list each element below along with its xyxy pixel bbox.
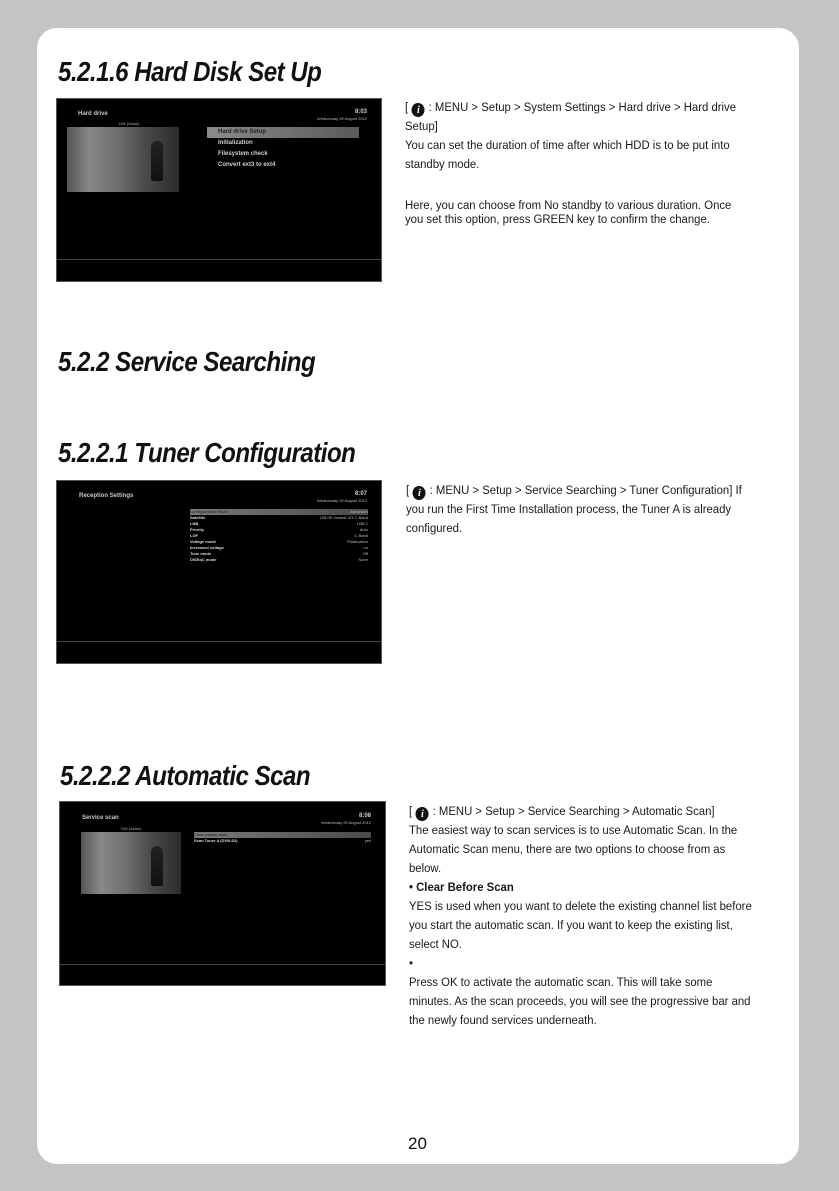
- info-icon: i: [416, 807, 429, 821]
- tv-preview-figure: [151, 141, 163, 181]
- page-number: 20: [408, 1134, 427, 1153]
- osd-channel-name: DW (Asian): [121, 826, 142, 831]
- menu-item-initialization[interactable]: Initialization: [218, 140, 253, 146]
- scan-option-row[interactable]: [194, 838, 371, 844]
- osd-time: 8:07: [354, 491, 367, 497]
- osd-time: 8:08: [358, 813, 371, 819]
- path-text: : MENU > Setup > Service Searching > Automatic Scan]: [432, 804, 715, 818]
- bullet-empty: •: [409, 956, 413, 970]
- heading-automatic-scan: 5.2.2.2 Automatic Scan: [60, 760, 311, 791]
- setting-label: DiSEqC mode: [190, 557, 217, 562]
- hard-disk-text: [405, 98, 749, 226]
- screenshot-service-scan: [59, 801, 386, 986]
- auto-scan-path: [409, 802, 753, 821]
- setting-label: Tone mode: [190, 551, 212, 556]
- hard-disk-desc1: You can set the duration of time after which HDD is to be put into standby mode.: [405, 138, 730, 171]
- menu-item-hard-drive-setup[interactable]: Hard drive Setup: [207, 127, 359, 138]
- setting-value: None: [358, 557, 368, 562]
- auto-scan-desc2: Press OK to activate the automatic scan. This will take some minutes. As the scan proceeds, you will see the progressive bar and the newly found services underneath.: [409, 975, 751, 1027]
- osd-date: Wednesday 29 August 2012: [317, 498, 367, 503]
- path-text: : MENU > Setup > Service Searching > Tuner Configuration] If you run the First Time Installation process, the Tuner A is already configured.: [406, 483, 742, 535]
- tuner-config-path: [406, 481, 750, 538]
- setting-label: Priority: [190, 527, 205, 532]
- hard-drive-menu: [207, 127, 359, 171]
- setting-value: C-Band: [354, 533, 368, 538]
- setting-label: Voltage mode: [190, 539, 216, 544]
- scan-option-label: Scan Tuner A (DVB-S2): [194, 838, 238, 843]
- setting-value: Advanced: [350, 509, 368, 514]
- setting-label: Satellite: [190, 515, 206, 520]
- osd-title: Service scan: [82, 815, 119, 821]
- bullet-clear-before-scan-text: YES is used when you want to delete the existing channel list before you start the automatic scan. If you want to keep the existing list, select NO.: [409, 899, 752, 951]
- hard-disk-desc2: Here, you can choose from No standby to various duration. Once you set this option, press GREEN key to confirm the change.: [405, 198, 732, 226]
- setting-value: Polarization: [347, 539, 368, 544]
- osd-date: Wednesday 29 August 2012: [317, 116, 367, 121]
- setting-value: 108.0E measat 3/3 C-Band: [319, 515, 368, 520]
- info-icon: i: [412, 103, 425, 117]
- setting-value: no: [363, 545, 368, 550]
- path-bracket: [: [409, 804, 413, 818]
- path-bracket: [: [406, 483, 410, 497]
- osd-divider: [60, 964, 385, 965]
- setting-row[interactable]: [190, 557, 368, 563]
- tuner-config-text: [406, 481, 750, 538]
- osd-divider: [57, 259, 381, 260]
- reception-settings-list: [190, 509, 368, 563]
- setting-label: LOF: [190, 533, 198, 538]
- setting-label: Configuration Mode: [190, 509, 228, 514]
- hard-disk-path: [405, 98, 749, 136]
- heading-hard-disk-setup: 5.2.1.6 Hard Disk Set Up: [58, 56, 322, 87]
- tv-preview: [67, 127, 179, 192]
- auto-scan-desc1: The easiest way to scan services is to use Automatic Scan. In the Automatic Scan menu, there are two options to choose from as below.: [409, 823, 738, 875]
- bullet-clear-before-scan: • Clear Before Scan: [409, 880, 514, 894]
- osd-divider: [57, 641, 381, 642]
- heading-service-searching: 5.2.2 Service Searching: [58, 346, 316, 377]
- osd-title: Hard drive: [78, 111, 108, 117]
- setting-value: LNB 1: [356, 521, 368, 526]
- tv-preview: [81, 832, 181, 894]
- osd-date: Wednesday 29 August 2012: [321, 820, 371, 825]
- path-bracket: [: [405, 100, 409, 114]
- menu-item-filesystem-check[interactable]: Filesystem check: [218, 151, 268, 157]
- path-text: : MENU > Setup > System Settings > Hard drive > Hard drive Setup]: [405, 100, 737, 133]
- setting-value: Auto: [359, 527, 368, 532]
- heading-tuner-configuration: 5.2.2.1 Tuner Configuration: [58, 437, 356, 468]
- auto-scan-text: [409, 802, 753, 1030]
- menu-item-convert[interactable]: Convert ext3 to ext4: [218, 162, 276, 168]
- info-icon: i: [413, 486, 426, 500]
- setting-label: Increased voltage: [190, 545, 224, 550]
- osd-channel-name: DW (Asian): [119, 121, 140, 126]
- tv-preview-figure: [151, 846, 163, 886]
- screenshot-hard-drive: [56, 98, 382, 282]
- scan-option-label: Clear before scan: [194, 832, 228, 837]
- screenshot-reception-settings: [56, 480, 382, 664]
- osd-title: Reception Settings: [79, 493, 134, 499]
- scan-option-value: yes: [364, 838, 371, 843]
- osd-time: 8:03: [354, 109, 367, 115]
- setting-value: Off: [362, 551, 368, 556]
- setting-label: LNB: [190, 521, 199, 526]
- service-scan-list: [194, 832, 371, 844]
